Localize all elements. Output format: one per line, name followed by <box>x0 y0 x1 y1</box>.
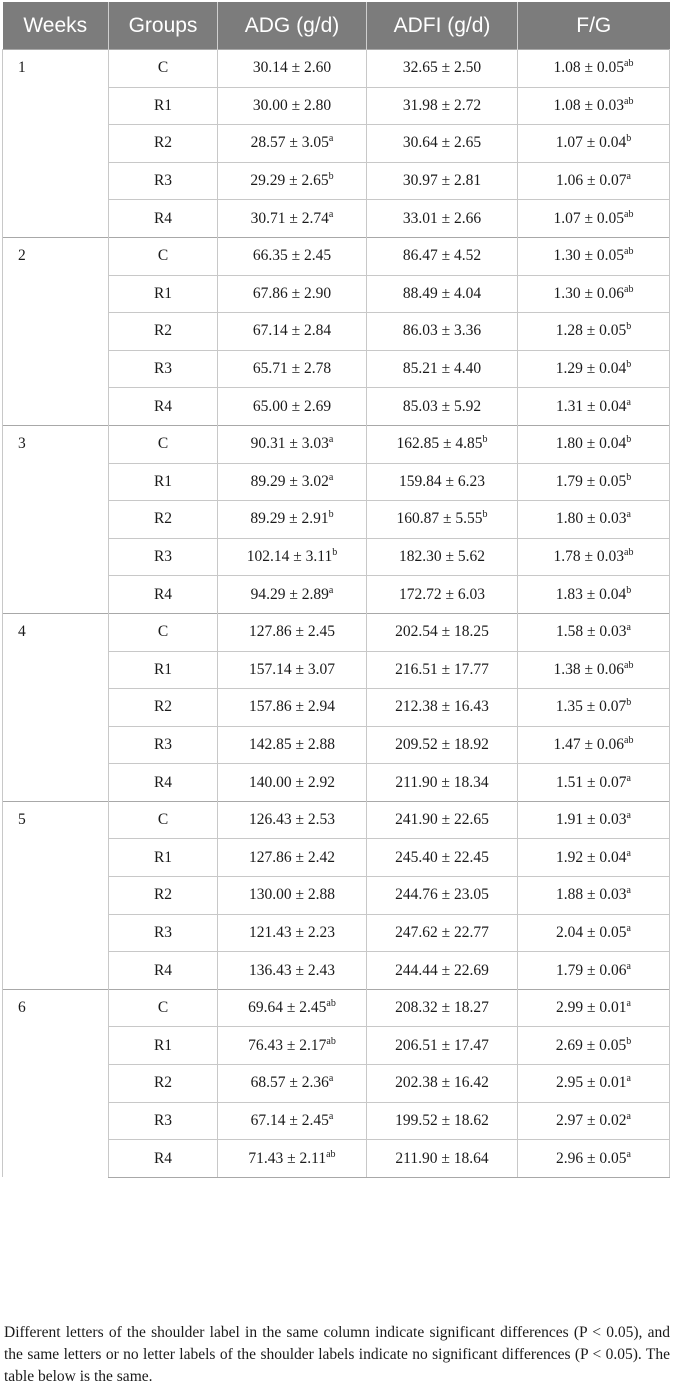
week-cell: 2 <box>3 237 109 425</box>
adg-cell <box>218 501 367 539</box>
group-cell: R2 <box>109 689 218 727</box>
adfi-value: 30.64 ± 2.65 <box>402 134 482 152</box>
fg-value: 1.29 ± 0.04 <box>555 360 627 378</box>
fg-value: 1.58 ± 0.03 <box>556 623 627 641</box>
adfi-cell <box>367 388 518 426</box>
group-cell: R1 <box>109 1027 218 1065</box>
adg-value: 30.14 ± 2.60 <box>252 59 332 77</box>
fg-cell <box>518 877 670 915</box>
adfi-cell <box>367 275 518 313</box>
adg-value: 157.86 ± 2.94 <box>248 698 335 716</box>
adfi-value: 182.30 ± 5.62 <box>398 548 485 566</box>
adfi-value: 31.98 ± 2.72 <box>402 96 482 114</box>
fg-significance-label: a <box>626 509 631 521</box>
adfi-value: 86.47 ± 4.52 <box>402 247 482 265</box>
group-cell: R2 <box>109 125 218 163</box>
group-cell: R3 <box>109 914 218 952</box>
adg-cell <box>218 651 367 689</box>
adg-cell <box>218 313 367 351</box>
adg-significance-label: ab <box>326 998 336 1010</box>
group-cell: C <box>109 613 218 651</box>
adg-value: 126.43 ± 2.53 <box>248 811 335 829</box>
adfi-cell <box>367 313 518 351</box>
adg-value: 157.14 ± 3.07 <box>248 660 335 678</box>
fg-cell <box>518 613 670 651</box>
adfi-value: 86.03 ± 3.36 <box>402 322 482 340</box>
fg-significance-label: a <box>626 922 631 934</box>
adg-cell <box>218 613 367 651</box>
adg-cell <box>218 801 367 839</box>
fg-value: 2.99 ± 0.01 <box>556 999 627 1017</box>
week-cell: 5 <box>3 801 109 989</box>
adfi-cell <box>367 613 518 651</box>
adfi-cell <box>367 1027 518 1065</box>
adfi-value: 209.52 ± 18.92 <box>395 735 489 753</box>
adg-cell <box>218 1065 367 1103</box>
fg-cell <box>518 1102 670 1140</box>
week-cell: 6 <box>3 989 109 1177</box>
group-cell: R2 <box>109 313 218 351</box>
group-cell: C <box>109 801 218 839</box>
adg-significance-label: a <box>328 133 334 145</box>
group-cell: C <box>109 237 218 275</box>
adfi-value: 216.51 ± 17.77 <box>395 660 489 678</box>
table-row <box>3 989 670 1027</box>
adfi-cell <box>367 501 518 539</box>
fg-value: 1.47 ± 0.06 <box>553 735 625 753</box>
fg-significance-label: b <box>626 359 632 371</box>
adfi-cell <box>367 425 518 463</box>
fg-significance-label: b <box>626 1035 632 1047</box>
adg-cell <box>218 1027 367 1065</box>
adg-value: 65.71 ± 2.78 <box>252 360 332 378</box>
adfi-value: 160.87 ± 5.55 <box>396 510 483 528</box>
adg-significance-label: b <box>328 171 334 183</box>
fg-cell <box>518 726 670 764</box>
fg-cell <box>518 801 670 839</box>
fg-value: 1.51 ± 0.07 <box>556 773 627 791</box>
adg-cell <box>218 689 367 727</box>
fg-significance-label: a <box>626 171 631 183</box>
adg-value: 136.43 ± 2.43 <box>248 961 335 979</box>
fg-significance-label: b <box>626 133 632 145</box>
fg-cell <box>518 125 670 163</box>
adg-cell <box>218 388 367 426</box>
group-cell: R3 <box>109 350 218 388</box>
adg-value: 67.86 ± 2.90 <box>252 284 332 302</box>
fg-cell <box>518 237 670 275</box>
adg-cell <box>218 914 367 952</box>
fg-value: 1.92 ± 0.04 <box>556 848 627 866</box>
adg-cell <box>218 764 367 802</box>
adfi-cell <box>367 576 518 614</box>
adfi-value: 208.32 ± 18.27 <box>395 999 489 1017</box>
fg-value: 2.96 ± 0.05 <box>556 1149 627 1167</box>
group-cell: R4 <box>109 1140 218 1178</box>
adg-value: 127.86 ± 2.42 <box>248 848 335 866</box>
adg-value: 89.29 ± 2.91 <box>250 510 329 528</box>
fg-significance-label: a <box>626 772 631 784</box>
fg-value: 2.95 ± 0.01 <box>556 1074 627 1092</box>
adfi-cell <box>367 463 518 501</box>
fg-cell <box>518 162 670 200</box>
fg-value: 1.06 ± 0.07 <box>556 172 627 190</box>
adg-value: 121.43 ± 2.23 <box>248 923 335 941</box>
fg-cell <box>518 313 670 351</box>
adfi-cell <box>367 689 518 727</box>
fg-value: 1.08 ± 0.03 <box>553 96 625 114</box>
fg-cell <box>518 914 670 952</box>
group-cell: R4 <box>109 764 218 802</box>
fg-cell <box>518 200 670 238</box>
adg-value: 94.29 ± 2.89 <box>250 585 329 603</box>
table-row <box>3 425 670 463</box>
fg-value: 1.83 ± 0.04 <box>555 585 627 603</box>
fg-cell <box>518 425 670 463</box>
adfi-value: 211.90 ± 18.34 <box>395 773 489 791</box>
fg-significance-label: b <box>626 434 632 446</box>
adfi-value: 33.01 ± 2.66 <box>402 209 482 227</box>
fg-significance-label: ab <box>624 659 634 671</box>
adg-significance-label: a <box>328 434 334 446</box>
table-row <box>3 613 670 651</box>
adfi-value: 159.84 ± 6.23 <box>398 472 485 490</box>
adg-value: 29.29 ± 2.65 <box>250 172 329 190</box>
adg-value: 140.00 ± 2.92 <box>248 773 335 791</box>
fg-significance-label: a <box>626 1148 631 1160</box>
adfi-value: 247.62 ± 22.77 <box>395 923 489 941</box>
fg-value: 2.69 ± 0.05 <box>555 1036 627 1054</box>
fg-cell <box>518 839 670 877</box>
group-cell: R1 <box>109 651 218 689</box>
fg-value: 1.79 ± 0.05 <box>555 472 627 490</box>
adg-cell <box>218 538 367 576</box>
fg-value: 1.88 ± 0.03 <box>556 886 627 904</box>
fg-value: 1.91 ± 0.03 <box>556 811 627 829</box>
adg-value: 71.43 ± 2.11 <box>248 1149 327 1167</box>
fg-value: 2.97 ± 0.02 <box>556 1111 627 1129</box>
adg-value: 142.85 ± 2.88 <box>248 735 335 753</box>
fg-cell <box>518 501 670 539</box>
group-cell: R4 <box>109 388 218 426</box>
fg-significance-label: ab <box>624 734 634 746</box>
group-cell: C <box>109 989 218 1027</box>
header-groups: Groups <box>109 2 218 50</box>
week-cell: 3 <box>3 425 109 613</box>
adfi-value: 244.76 ± 23.05 <box>395 886 489 904</box>
fg-value: 1.80 ± 0.04 <box>555 435 627 453</box>
adfi-significance-label: b <box>482 509 488 521</box>
adfi-value: 202.38 ± 16.42 <box>395 1074 489 1092</box>
adg-value: 76.43 ± 2.17 <box>248 1036 327 1054</box>
fg-significance-label: a <box>626 960 631 972</box>
adfi-cell <box>367 1102 518 1140</box>
adfi-cell <box>367 651 518 689</box>
adfi-value: 211.90 ± 18.64 <box>395 1149 489 1167</box>
group-cell: R1 <box>109 87 218 125</box>
adg-value: 89.29 ± 3.02 <box>250 472 329 490</box>
adg-cell <box>218 237 367 275</box>
fg-significance-label: ab <box>624 58 634 70</box>
adg-cell <box>218 839 367 877</box>
group-cell: R1 <box>109 839 218 877</box>
fg-cell <box>518 87 670 125</box>
adfi-value: 88.49 ± 4.04 <box>402 284 482 302</box>
adg-value: 102.14 ± 3.11 <box>246 548 333 566</box>
fg-value: 1.28 ± 0.05 <box>555 322 627 340</box>
adg-significance-label: ab <box>326 1035 336 1047</box>
group-cell: R4 <box>109 200 218 238</box>
group-cell: C <box>109 50 218 88</box>
fg-value: 1.31 ± 0.04 <box>556 397 627 415</box>
adg-significance-label: b <box>332 547 338 559</box>
adg-value: 69.64 ± 2.45 <box>248 999 327 1017</box>
adg-value: 28.57 ± 3.05 <box>250 134 329 152</box>
adg-cell <box>218 425 367 463</box>
fg-cell <box>518 463 670 501</box>
adg-cell <box>218 877 367 915</box>
adfi-cell <box>367 839 518 877</box>
fg-cell <box>518 764 670 802</box>
fg-cell <box>518 350 670 388</box>
adg-cell <box>218 726 367 764</box>
adg-cell <box>218 463 367 501</box>
adfi-value: 32.65 ± 2.50 <box>402 59 482 77</box>
header-fg: F/G <box>518 2 670 50</box>
adg-cell <box>218 1102 367 1140</box>
week-cell: 1 <box>3 50 109 238</box>
fg-value: 1.07 ± 0.04 <box>555 134 627 152</box>
fg-cell <box>518 538 670 576</box>
adg-cell <box>218 50 367 88</box>
adfi-cell <box>367 125 518 163</box>
adg-cell <box>218 1140 367 1178</box>
adfi-cell <box>367 538 518 576</box>
fg-significance-label: a <box>626 847 631 859</box>
adfi-cell <box>367 764 518 802</box>
group-cell: R4 <box>109 952 218 990</box>
adg-value: 67.14 ± 2.84 <box>252 322 332 340</box>
fg-value: 1.35 ± 0.07 <box>555 698 627 716</box>
group-cell: R1 <box>109 275 218 313</box>
fg-significance-label: a <box>626 810 631 822</box>
fg-cell <box>518 989 670 1027</box>
fg-significance-label: ab <box>624 283 634 295</box>
fg-cell <box>518 1140 670 1178</box>
adg-value: 30.71 ± 2.74 <box>250 209 329 227</box>
fg-value: 1.38 ± 0.06 <box>553 660 625 678</box>
adg-cell <box>218 275 367 313</box>
table-row <box>3 237 670 275</box>
group-cell: C <box>109 425 218 463</box>
group-cell: R3 <box>109 1102 218 1140</box>
fg-significance-label: a <box>626 396 631 408</box>
fg-value: 1.80 ± 0.03 <box>556 510 627 528</box>
adg-cell <box>218 200 367 238</box>
adfi-value: 212.38 ± 16.43 <box>395 698 489 716</box>
table-row <box>3 50 670 88</box>
fg-cell <box>518 1027 670 1065</box>
adfi-value: 244.44 ± 22.69 <box>395 961 489 979</box>
adfi-cell <box>367 200 518 238</box>
group-cell: R2 <box>109 1065 218 1103</box>
adg-cell <box>218 125 367 163</box>
header-weeks: Weeks <box>3 2 109 50</box>
table-row <box>3 801 670 839</box>
header-row <box>3 2 670 50</box>
fg-significance-label: ab <box>624 246 634 258</box>
fg-value: 2.04 ± 0.05 <box>556 923 627 941</box>
adfi-value: 245.40 ± 22.45 <box>395 848 489 866</box>
group-cell: R4 <box>109 576 218 614</box>
adfi-value: 206.51 ± 17.47 <box>395 1036 489 1054</box>
adfi-cell <box>367 162 518 200</box>
fg-significance-label: b <box>626 321 632 333</box>
adfi-cell <box>367 350 518 388</box>
adfi-value: 172.72 ± 6.03 <box>398 585 485 603</box>
adg-cell <box>218 350 367 388</box>
fg-cell <box>518 50 670 88</box>
adg-value: 127.86 ± 2.45 <box>248 623 335 641</box>
adg-value: 66.35 ± 2.45 <box>252 247 332 265</box>
group-cell: R2 <box>109 877 218 915</box>
fg-significance-label: ab <box>624 208 634 220</box>
table-footnote: Different letters of the shoulder label in the same column indicate significant differences (P < 0.05), and the same letters or no letter labels of the shoulder labels indicate no significant differences (P < 0.05). The table below is the same. <box>4 1324 670 1385</box>
fg-cell <box>518 275 670 313</box>
fg-value: 1.30 ± 0.06 <box>553 284 625 302</box>
adfi-cell <box>367 726 518 764</box>
adg-cell <box>218 87 367 125</box>
week-cell: 4 <box>3 613 109 801</box>
adg-value: 68.57 ± 2.36 <box>250 1074 329 1092</box>
fg-cell <box>518 576 670 614</box>
adg-cell <box>218 952 367 990</box>
adg-significance-label: a <box>328 208 334 220</box>
adfi-cell <box>367 877 518 915</box>
adg-significance-label: a <box>328 1110 334 1122</box>
fg-significance-label: ab <box>624 95 634 107</box>
adfi-cell <box>367 1065 518 1103</box>
adfi-cell <box>367 801 518 839</box>
fg-value: 1.78 ± 0.03 <box>553 548 625 566</box>
adg-significance-label: a <box>328 584 334 596</box>
fg-value: 1.07 ± 0.05 <box>553 209 625 227</box>
adfi-value: 30.97 ± 2.81 <box>402 172 482 190</box>
fg-significance-label: b <box>626 471 632 483</box>
fg-cell <box>518 388 670 426</box>
fg-value: 1.08 ± 0.05 <box>553 59 625 77</box>
adfi-value: 85.03 ± 5.92 <box>402 397 482 415</box>
adg-value: 30.00 ± 2.80 <box>252 96 332 114</box>
growth-performance-table <box>2 2 670 1178</box>
adfi-value: 199.52 ± 18.62 <box>395 1111 489 1129</box>
header-adg: ADG (g/d) <box>218 2 367 50</box>
adfi-value: 162.85 ± 4.85 <box>396 435 483 453</box>
group-cell: R3 <box>109 726 218 764</box>
adfi-cell <box>367 87 518 125</box>
fg-cell <box>518 952 670 990</box>
adfi-cell <box>367 1140 518 1178</box>
adg-value: 90.31 ± 3.03 <box>250 435 329 453</box>
fg-significance-label: a <box>626 1073 631 1085</box>
group-cell: R3 <box>109 538 218 576</box>
adfi-cell <box>367 50 518 88</box>
fg-significance-label: a <box>626 998 631 1010</box>
fg-significance-label: b <box>626 584 632 596</box>
adfi-value: 241.90 ± 22.65 <box>395 811 489 829</box>
adg-value: 65.00 ± 2.69 <box>252 397 332 415</box>
fg-significance-label: a <box>626 1110 631 1122</box>
fg-significance-label: ab <box>624 547 634 559</box>
adfi-value: 202.54 ± 18.25 <box>395 623 489 641</box>
adg-significance-label: b <box>328 509 334 521</box>
fg-cell <box>518 1065 670 1103</box>
adg-significance-label: a <box>328 471 334 483</box>
group-cell: R1 <box>109 463 218 501</box>
group-cell: R2 <box>109 501 218 539</box>
group-cell: R3 <box>109 162 218 200</box>
adg-value: 130.00 ± 2.88 <box>248 886 335 904</box>
fg-cell <box>518 651 670 689</box>
adg-cell <box>218 162 367 200</box>
fg-value: 1.79 ± 0.06 <box>556 961 627 979</box>
fg-cell <box>518 689 670 727</box>
fg-value: 1.30 ± 0.05 <box>553 247 625 265</box>
table-body <box>3 50 670 1178</box>
adg-cell <box>218 576 367 614</box>
adg-significance-label: a <box>328 1073 334 1085</box>
adfi-cell <box>367 914 518 952</box>
adg-significance-label: ab <box>326 1148 336 1160</box>
fg-significance-label: b <box>626 697 632 709</box>
adfi-value: 85.21 ± 4.40 <box>402 360 482 378</box>
fg-significance-label: a <box>626 885 631 897</box>
fg-significance-label: a <box>626 622 631 634</box>
adfi-cell <box>367 237 518 275</box>
adfi-cell <box>367 989 518 1027</box>
adfi-cell <box>367 952 518 990</box>
header-adfi: ADFI (g/d) <box>367 2 518 50</box>
adg-value: 67.14 ± 2.45 <box>250 1111 329 1129</box>
adfi-significance-label: b <box>482 434 488 446</box>
adg-cell <box>218 989 367 1027</box>
